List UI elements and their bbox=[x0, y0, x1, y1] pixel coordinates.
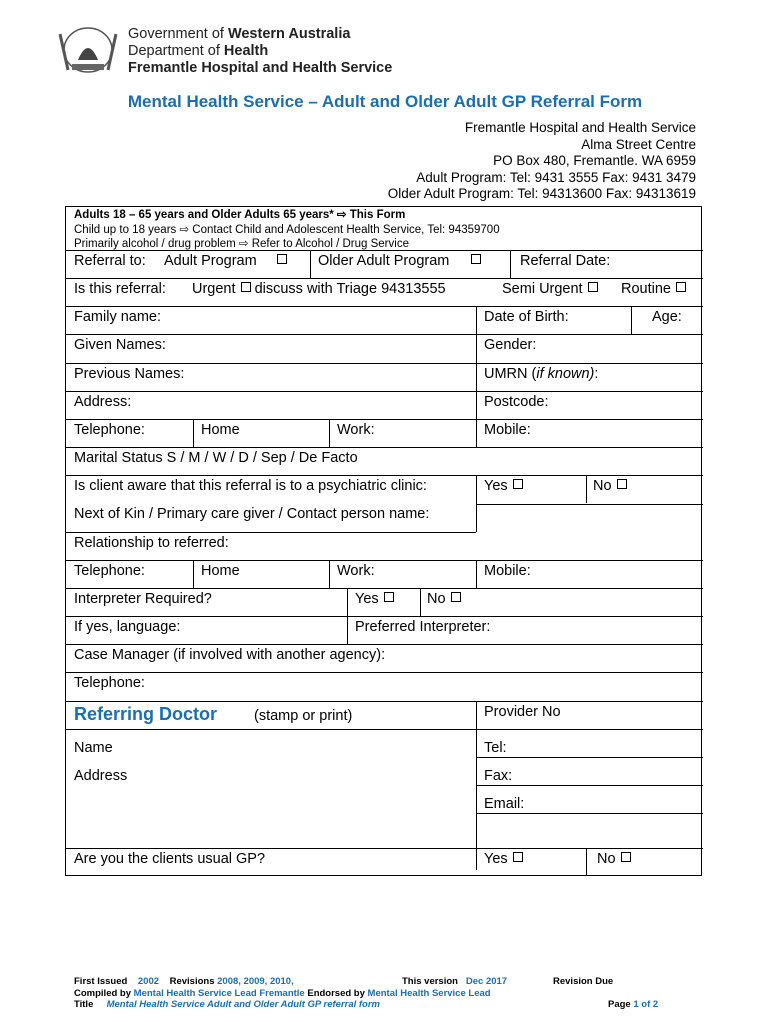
work-phone-field[interactable]: Work: bbox=[337, 422, 375, 438]
page-title: Mental Health Service – Adult and Older Adult GP Referral Form bbox=[127, 92, 643, 111]
family-name-field[interactable]: Family name: bbox=[74, 309, 162, 325]
note-child: Child up to 18 years ⇨ Contact Child and Adolescent Health Service, Tel: 94359700 bbox=[74, 224, 500, 236]
semi-urgent-option[interactable]: Semi Urgent bbox=[502, 281, 598, 297]
kin-telephone-label: Telephone: bbox=[74, 563, 145, 579]
dob-field[interactable]: Date of Birth: bbox=[484, 309, 569, 325]
doctor-name-field[interactable]: Name bbox=[74, 740, 113, 756]
checkbox-icon[interactable] bbox=[241, 282, 251, 292]
interpreter-yes[interactable]: Yes bbox=[355, 591, 394, 607]
usual-gp-yes[interactable]: Yes bbox=[484, 851, 523, 867]
kin-home-phone-field[interactable]: Home bbox=[201, 563, 240, 579]
checkbox-icon[interactable] bbox=[384, 592, 394, 602]
checkbox-icon[interactable] bbox=[617, 479, 627, 489]
referral-type-label: Is this referral: bbox=[74, 281, 166, 297]
checkbox-icon[interactable] bbox=[277, 254, 287, 264]
referring-doctor-heading: Referring Doctor bbox=[74, 704, 218, 724]
checkbox-icon[interactable] bbox=[471, 254, 481, 264]
footer-this-version: This version Dec 2017 bbox=[402, 976, 508, 987]
older-adult-program-option[interactable]: Older Adult Program bbox=[318, 253, 481, 269]
checkbox-icon[interactable] bbox=[676, 282, 686, 292]
previous-names-field[interactable]: Previous Names: bbox=[74, 366, 185, 382]
gender-field[interactable]: Gender: bbox=[484, 337, 537, 353]
footer-compiled: Compiled by Mental Health Service Lead Fremantle Endorsed by Mental Health Service Lead bbox=[74, 988, 491, 999]
client-aware-yes[interactable]: Yes bbox=[484, 478, 523, 494]
wa-crest-logo bbox=[52, 24, 124, 76]
checkbox-icon[interactable] bbox=[451, 592, 461, 602]
footer-title: Title Mental Health Service Adult and Older Adult GP referral form bbox=[74, 999, 381, 1010]
urgent-option[interactable]: Urgent discuss with Triage 94313555 bbox=[192, 281, 446, 297]
referral-form bbox=[65, 206, 702, 876]
checkbox-icon[interactable] bbox=[513, 479, 523, 489]
note-adults: Adults 18 – 65 years and Older Adults 65 years* ⇨ This Form bbox=[74, 209, 406, 221]
note-alcohol: Primarily alcohol / drug problem ⇨ Refer to Alcohol / Drug Service bbox=[74, 238, 409, 250]
footer-page: Page 1 of 2 bbox=[608, 999, 659, 1010]
usual-gp-label: Are you the clients usual GP? bbox=[74, 851, 266, 867]
service-address: Fremantle Hospital and Health Service Alma Street Centre PO Box 480, Fremantle. WA 6959 Adult Program: Tel: 9431 3555 Fax: 9431 3479 Older Adult Program: Tel: 94313600 Fax: 94313619 bbox=[387, 120, 696, 201]
checkbox-icon[interactable] bbox=[513, 852, 523, 862]
checkbox-icon[interactable] bbox=[588, 282, 598, 292]
doctor-tel-field[interactable]: Tel: bbox=[484, 740, 507, 756]
age-field[interactable]: Age: bbox=[652, 309, 682, 325]
referral-to-label: Referral to: bbox=[74, 253, 146, 269]
org-name: Government of Western Australia Department of Health Fremantle Hospital and Health Service bbox=[128, 26, 393, 76]
case-manager-field[interactable]: Case Manager (if involved with another agency): bbox=[74, 647, 386, 663]
interpreter-label: Interpreter Required? bbox=[74, 591, 212, 607]
adult-program-option[interactable]: Adult Program bbox=[164, 253, 287, 269]
preferred-interpreter-field[interactable]: Preferred Interpreter: bbox=[355, 619, 491, 635]
referral-date-label: Referral Date: bbox=[520, 253, 611, 269]
doctor-email-field[interactable]: Email: bbox=[484, 796, 525, 812]
checkbox-icon[interactable] bbox=[621, 852, 631, 862]
kin-mobile-field[interactable]: Mobile: bbox=[484, 563, 531, 579]
next-of-kin-field[interactable]: Next of Kin / Primary care giver / Contact person name: bbox=[74, 506, 430, 522]
interpreter-no[interactable]: No bbox=[427, 591, 461, 607]
stamp-note: (stamp or print) bbox=[254, 708, 353, 724]
marital-status-field[interactable]: Marital Status S / M / W / D / Sep / De Facto bbox=[74, 450, 358, 466]
relationship-field[interactable]: Relationship to referred: bbox=[74, 535, 229, 551]
routine-option[interactable]: Routine bbox=[621, 281, 686, 297]
client-aware-label: Is client aware that this referral is to a psychiatric clinic: bbox=[74, 478, 427, 494]
mobile-field[interactable]: Mobile: bbox=[484, 422, 531, 438]
umrn-field[interactable]: UMRN (if known): bbox=[484, 366, 599, 382]
postcode-field[interactable]: Postcode: bbox=[484, 394, 549, 410]
client-aware-no[interactable]: No bbox=[593, 478, 627, 494]
footer-first-issued: First Issued 2002 Revisions 2008, 2009, 2010, bbox=[74, 976, 294, 987]
telephone-label: Telephone: bbox=[74, 422, 145, 438]
kin-work-phone-field[interactable]: Work: bbox=[337, 563, 375, 579]
doctor-address-field[interactable]: Address bbox=[74, 768, 128, 784]
provider-no-field[interactable]: Provider No bbox=[484, 704, 561, 720]
doctor-fax-field[interactable]: Fax: bbox=[484, 768, 513, 784]
address-field[interactable]: Address: bbox=[74, 394, 132, 410]
usual-gp-no[interactable]: No bbox=[597, 851, 631, 867]
case-manager-telephone-field[interactable]: Telephone: bbox=[74, 675, 145, 691]
footer-revision-due: Revision Due bbox=[553, 976, 614, 987]
given-names-field[interactable]: Given Names: bbox=[74, 337, 166, 353]
language-field[interactable]: If yes, language: bbox=[74, 619, 181, 635]
home-phone-field[interactable]: Home bbox=[201, 422, 240, 438]
